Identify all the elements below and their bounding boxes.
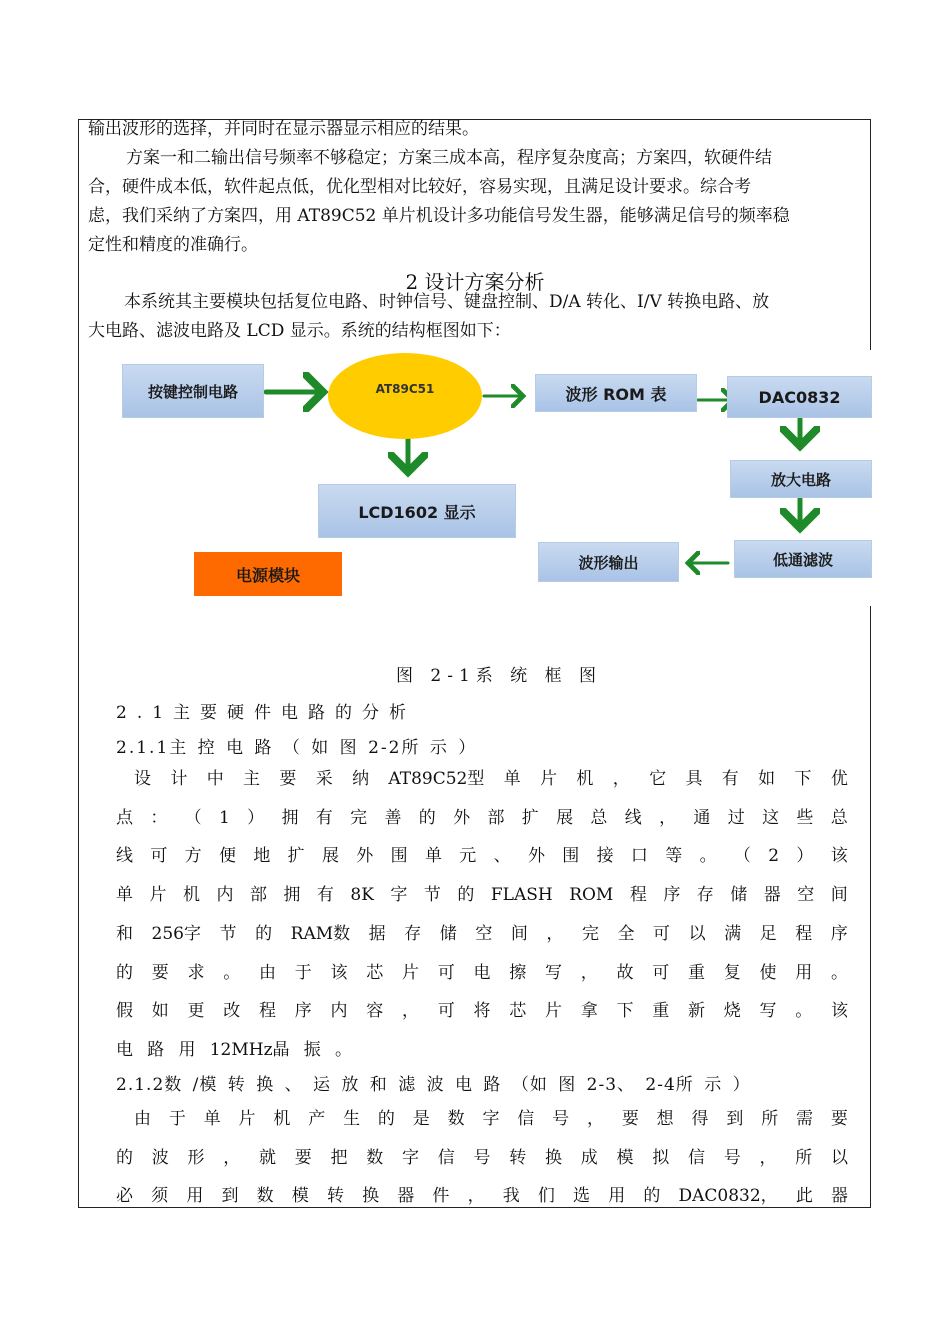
text-token: 和 xyxy=(116,923,133,944)
paragraph-line: 虑，我们采纳了方案四，用 AT89C52 单片机设计多功能信号发生器，能够满足信号的频率稳 xyxy=(88,206,790,226)
text-token: 空 xyxy=(797,885,815,906)
text-line xyxy=(116,1000,848,1022)
text-token: 。 xyxy=(831,962,848,983)
text-token: 生 xyxy=(343,1109,361,1129)
text-token: 到 xyxy=(221,1186,239,1207)
text-token: 片 xyxy=(545,1001,562,1022)
text-token: ， xyxy=(467,1186,485,1207)
text-token: 据 xyxy=(368,923,386,944)
text-token: 单 xyxy=(503,769,521,789)
text-token: ， xyxy=(402,1001,419,1022)
text-token: 256字 xyxy=(151,923,201,944)
text-token: 片 xyxy=(402,962,419,983)
text-line xyxy=(116,1185,848,1207)
text-token: ） xyxy=(796,846,814,867)
text-token: 想 xyxy=(656,1109,674,1129)
block-rom: 波形 ROM 表 xyxy=(535,374,697,412)
text-token: 电 xyxy=(116,1039,133,1060)
text-token: （ xyxy=(733,846,751,867)
text-token: 线 xyxy=(624,807,642,828)
text-token: 可 xyxy=(150,846,168,867)
text-token: 采 xyxy=(315,769,333,789)
text-token: 片 xyxy=(238,1109,256,1129)
text-token: 。 xyxy=(335,1039,352,1060)
text-token: 要 xyxy=(151,962,169,983)
text-token: 的 xyxy=(377,1109,395,1129)
subsection-title: 2.1.2数 /模 转 换 、 运 放 和 滤 波 电 路 （如 图 2-3、 2-4所 示 ） xyxy=(116,1075,751,1095)
text-token: 过 xyxy=(727,807,745,828)
text-token: 成 xyxy=(580,1147,598,1168)
text-token: 数 xyxy=(447,1109,465,1129)
text-token: 由 xyxy=(259,962,276,983)
text-token: ROM xyxy=(569,885,614,906)
text-token: AT89C52型 xyxy=(388,769,485,789)
text-token: 的 xyxy=(418,807,436,828)
text-token: 下 xyxy=(794,769,812,789)
text-line xyxy=(116,962,848,984)
text-token: 器 xyxy=(831,1186,848,1207)
text-token: ， xyxy=(586,1109,604,1129)
text-token: 1 xyxy=(218,807,230,828)
text-token: ） xyxy=(247,807,265,828)
text-token: 。 xyxy=(795,1001,813,1022)
text-token: 数 xyxy=(256,1186,274,1207)
text-token: 方 xyxy=(184,846,202,867)
text-token: 存 xyxy=(696,885,714,906)
text-token: 由 xyxy=(134,1109,151,1129)
text-token: 该 xyxy=(830,846,848,867)
text-token: 具 xyxy=(685,769,703,789)
text-token: 假 xyxy=(116,1001,133,1022)
text-token: 有 xyxy=(315,807,333,828)
block-mcu: AT89C51 xyxy=(328,353,482,439)
text-token: 序 xyxy=(830,923,848,944)
text-token: 。 xyxy=(223,962,241,983)
text-token: 机 xyxy=(273,1109,291,1129)
text-token: 件 xyxy=(432,1186,450,1207)
text-token: 完 xyxy=(581,923,599,944)
text-token: ： xyxy=(150,807,168,828)
section-heading: 2 设计方案分析 xyxy=(405,270,545,294)
text-token: 间 xyxy=(830,885,848,906)
text-token: 的 xyxy=(457,885,475,906)
text-token: 部 xyxy=(487,807,505,828)
text-token: 器 xyxy=(763,885,781,906)
text-token: 序 xyxy=(663,885,681,906)
text-token: 得 xyxy=(691,1109,709,1129)
text-token: 用 xyxy=(608,1186,626,1207)
figure-caption: 图 2-1系 统 框 图 xyxy=(396,666,602,686)
text-token: 转 xyxy=(509,1147,527,1168)
text-token: 足 xyxy=(759,923,777,944)
text-token: 以 xyxy=(688,923,706,944)
text-token: 内 xyxy=(216,885,234,906)
text-token: ， xyxy=(659,807,677,828)
text-line xyxy=(116,807,848,829)
text-token: 设 xyxy=(134,769,151,789)
text-token: 扩 xyxy=(521,807,539,828)
text-line xyxy=(134,1108,848,1130)
text-token: 等 xyxy=(665,846,683,867)
text-token: 要 xyxy=(830,1109,848,1129)
block-keypad: 按键控制电路 xyxy=(122,364,264,418)
text-token: 可 xyxy=(652,962,670,983)
text-token: 程 xyxy=(795,923,813,944)
text-token: 必 xyxy=(116,1186,133,1207)
text-token: 波 xyxy=(151,1147,169,1168)
text-token: 电 xyxy=(473,962,491,983)
text-token: 到 xyxy=(726,1109,744,1129)
block-power-supply: 电源模块 xyxy=(194,552,342,596)
subsection-title: 2.1主要硬件电路的分析 xyxy=(116,703,417,723)
text-token: 重 xyxy=(688,962,705,983)
text-token: 改 xyxy=(223,1001,241,1022)
text-token: 信 xyxy=(517,1109,535,1129)
text-token: 信 xyxy=(688,1147,705,1168)
text-token: 部 xyxy=(249,885,267,906)
text-token: 片 xyxy=(540,769,558,789)
text-token: 更 xyxy=(187,1001,205,1022)
text-token: 有 xyxy=(316,885,334,906)
block-lcd: LCD1602 显示 xyxy=(318,484,516,538)
text-token: 机 xyxy=(182,885,200,906)
text-token: 下 xyxy=(616,1001,634,1022)
text-token: 总 xyxy=(590,807,608,828)
text-token: 地 xyxy=(253,846,271,867)
text-token: ， xyxy=(546,923,564,944)
text-token: 转 xyxy=(326,1186,344,1207)
text-line xyxy=(116,923,848,945)
text-token: 善 xyxy=(384,807,402,828)
text-token: 把 xyxy=(330,1147,348,1168)
text-token: 储 xyxy=(439,923,457,944)
text-token: 可 xyxy=(437,1001,455,1022)
text-token: 振 xyxy=(303,1039,321,1060)
text-token: 单 xyxy=(424,846,442,867)
paragraph-line: 本系统其主要模块包括复位电路、时钟信号、键盘控制、D/A 转化、I/V 转换电路、放 xyxy=(124,292,770,312)
text-token: 模 xyxy=(616,1147,634,1168)
text-token: 号 xyxy=(723,1147,741,1168)
text-token: 接 xyxy=(596,846,614,867)
paragraph-line: 输出波形的选择，并同时在显示器显示相应的结果。 xyxy=(88,119,479,139)
text-token: 器 xyxy=(397,1186,415,1207)
text-token: 程 xyxy=(259,1001,276,1022)
text-token: 这 xyxy=(762,807,780,828)
text-token: 。 xyxy=(699,846,717,867)
text-token: 的 xyxy=(116,1147,133,1168)
text-token: 片 xyxy=(149,885,167,906)
text-token: 字 xyxy=(390,885,408,906)
text-token: 就 xyxy=(259,1147,276,1168)
text-token: DAC0832， xyxy=(678,1186,778,1207)
paragraph-line: 合，硬件成本低，软件起点低，优化型相对比较好，容易实现，且满足设计要求。综合考 xyxy=(88,177,751,197)
text-token: ， xyxy=(759,1147,777,1168)
text-token: 将 xyxy=(473,1001,491,1022)
paragraph-line: 大电路、滤波电路及 LCD 显示。系统的结构框图如下： xyxy=(88,321,511,341)
text-token: 模 xyxy=(291,1186,309,1207)
text-token: 擦 xyxy=(509,962,527,983)
text-token: 12MHz晶 xyxy=(209,1039,290,1060)
text-token: 信 xyxy=(437,1147,455,1168)
text-token: 换 xyxy=(362,1186,380,1207)
text-token: 换 xyxy=(545,1147,562,1168)
text-token: 芯 xyxy=(509,1001,527,1022)
text-token: 的 xyxy=(643,1186,661,1207)
text-token: 点 xyxy=(116,807,133,828)
text-token: 拿 xyxy=(580,1001,598,1022)
text-token: 存 xyxy=(404,923,422,944)
text-line xyxy=(134,768,848,790)
text-token: 用 xyxy=(178,1039,196,1060)
text-token: 于 xyxy=(294,962,312,983)
text-token: 们 xyxy=(537,1186,555,1207)
text-token: FLASH xyxy=(490,885,553,906)
text-token: 写 xyxy=(759,1001,777,1022)
text-token: 故 xyxy=(616,962,634,983)
text-token: 程 xyxy=(629,885,647,906)
text-token: 形 xyxy=(187,1147,205,1168)
text-token: 新 xyxy=(688,1001,705,1022)
text-token: 我 xyxy=(502,1186,520,1207)
block-lowpass-filter: 低通滤波 xyxy=(734,540,872,578)
text-token: 展 xyxy=(321,846,339,867)
system-block-diagram xyxy=(118,350,872,606)
text-token: 该 xyxy=(831,1001,848,1022)
block-dac: DAC0832 xyxy=(727,376,872,418)
text-token: 完 xyxy=(350,807,368,828)
text-token: 内 xyxy=(330,1001,348,1022)
text-token: 所 xyxy=(761,1109,779,1129)
text-token: 外 xyxy=(453,807,471,828)
text-token: 空 xyxy=(475,923,493,944)
text-token: 拥 xyxy=(283,885,301,906)
text-token: 围 xyxy=(390,846,408,867)
text-token: 、 xyxy=(493,846,511,867)
text-token: 优 xyxy=(830,769,848,789)
text-token: 容 xyxy=(366,1001,384,1022)
text-token: 有 xyxy=(721,769,739,789)
text-token: 满 xyxy=(724,923,742,944)
paragraph-line: 定性和精度的准确行。 xyxy=(88,235,258,255)
text-token: 它 xyxy=(649,769,667,789)
text-token: ， xyxy=(223,1147,241,1168)
text-token: 主 xyxy=(243,769,261,789)
text-token: 元 xyxy=(459,846,477,867)
text-token: 求 xyxy=(187,962,205,983)
text-token: 线 xyxy=(116,846,133,867)
text-token: 纳 xyxy=(352,769,370,789)
text-token: 拥 xyxy=(281,807,299,828)
text-token: 节 xyxy=(423,885,441,906)
text-token: 如 xyxy=(151,1001,169,1022)
text-token: 选 xyxy=(573,1186,591,1207)
text-token: 如 xyxy=(758,769,776,789)
subsection-title: 2.1.1主 控 电 路 （ 如 图 2-2所 示 ） xyxy=(116,738,478,758)
text-token: 重 xyxy=(652,1001,670,1022)
text-line xyxy=(116,1039,352,1061)
text-token: 该 xyxy=(330,962,348,983)
text-token: 须 xyxy=(151,1186,169,1207)
text-line xyxy=(116,845,848,867)
text-token: 路 xyxy=(147,1039,165,1060)
block-waveform-output: 波形输出 xyxy=(538,542,679,582)
text-token: 使 xyxy=(759,962,777,983)
text-token: 要 xyxy=(279,769,297,789)
text-token: 间 xyxy=(510,923,528,944)
text-token: 复 xyxy=(723,962,741,983)
text-token: 用 xyxy=(186,1186,204,1207)
text-token: 号 xyxy=(552,1109,570,1129)
text-token: 扩 xyxy=(287,846,305,867)
text-token: RAM数 xyxy=(290,923,351,944)
text-token: 字 xyxy=(482,1109,500,1129)
text-token: 8K xyxy=(350,885,374,906)
text-token: 些 xyxy=(796,807,814,828)
paragraph-line: 方案一和二输出信号频率不够稳定；方案三成本高，程序复杂度高；方案四，软硬件结 xyxy=(126,148,772,168)
text-token: 以 xyxy=(831,1147,848,1168)
text-token: 口 xyxy=(630,846,648,867)
text-token: 数 xyxy=(366,1147,384,1168)
text-line xyxy=(116,1147,848,1169)
text-token: 通 xyxy=(693,807,711,828)
text-token: 外 xyxy=(527,846,545,867)
text-token: 于 xyxy=(168,1109,186,1129)
text-token: 芯 xyxy=(366,962,384,983)
text-token: 需 xyxy=(796,1109,814,1129)
text-token: 号 xyxy=(473,1147,491,1168)
text-token: 此 xyxy=(795,1186,813,1207)
text-token: 拟 xyxy=(652,1147,670,1168)
text-token: 总 xyxy=(830,807,848,828)
text-token: 便 xyxy=(218,846,236,867)
text-token: 写 xyxy=(545,962,562,983)
text-token: 烧 xyxy=(723,1001,741,1022)
text-token: 的 xyxy=(255,923,273,944)
text-token: 单 xyxy=(116,885,133,906)
text-token: ， xyxy=(612,769,630,789)
text-token: 计 xyxy=(170,769,188,789)
text-line xyxy=(116,884,848,906)
text-token: 序 xyxy=(294,1001,312,1022)
text-token: 是 xyxy=(412,1109,430,1129)
text-token: 可 xyxy=(653,923,671,944)
text-token: 节 xyxy=(219,923,237,944)
text-token: 展 xyxy=(556,807,574,828)
text-token: 产 xyxy=(308,1109,326,1129)
text-token: 中 xyxy=(206,769,224,789)
text-token: 全 xyxy=(617,923,635,944)
text-token: 要 xyxy=(294,1147,312,1168)
text-token: 所 xyxy=(795,1147,813,1168)
text-token: 储 xyxy=(730,885,748,906)
text-token: ， xyxy=(580,962,598,983)
text-token: 围 xyxy=(562,846,580,867)
text-token: 字 xyxy=(402,1147,419,1168)
text-token: 单 xyxy=(203,1109,221,1129)
text-token: 机 xyxy=(576,769,594,789)
text-token: 用 xyxy=(795,962,813,983)
block-amplifier: 放大电路 xyxy=(730,460,872,498)
text-token: 外 xyxy=(356,846,374,867)
text-token: （ xyxy=(184,807,202,828)
text-token: 可 xyxy=(437,962,455,983)
text-token: 的 xyxy=(116,962,133,983)
text-token: 2 xyxy=(768,846,780,867)
text-token: 要 xyxy=(621,1109,639,1129)
